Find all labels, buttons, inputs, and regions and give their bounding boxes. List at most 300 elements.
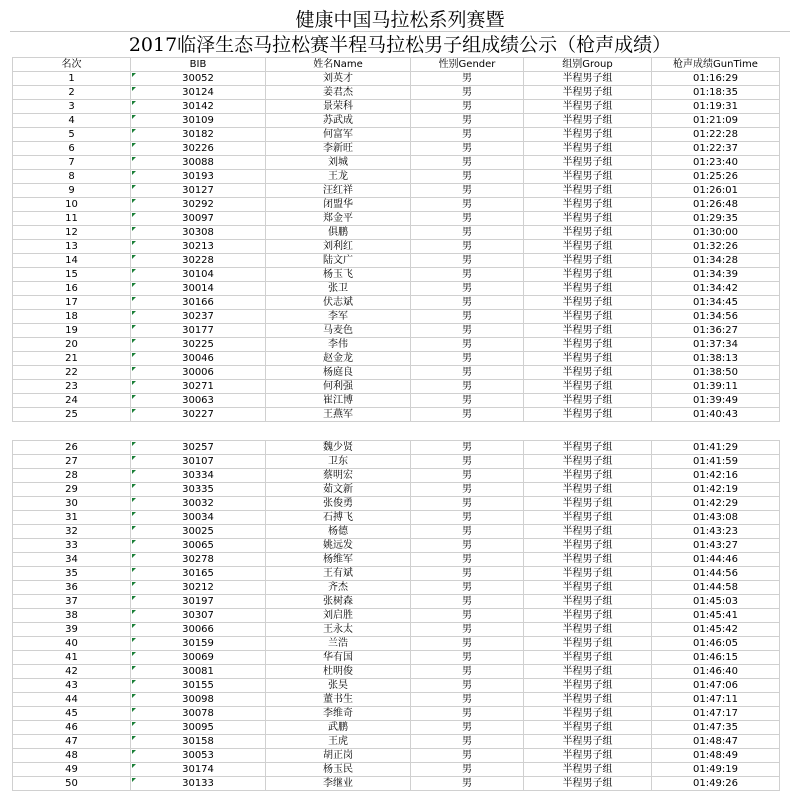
cell-rank: 27 — [13, 455, 131, 469]
cell-name: 刘启胜 — [266, 609, 411, 623]
cell-group: 半程男子组 — [524, 226, 652, 240]
table-row — [13, 240, 780, 254]
cell-bib: 30006 — [131, 366, 266, 380]
cell-name: 齐杰 — [266, 581, 411, 595]
cell-group: 半程男子组 — [524, 693, 652, 707]
cell-name: 张俊勇 — [266, 497, 411, 511]
cell-guntime: 01:30:00 — [652, 226, 780, 240]
cell-group: 半程男子组 — [524, 394, 652, 408]
cell-gender: 男 — [411, 310, 524, 324]
cell-name: 卫东 — [266, 455, 411, 469]
cell-bib: 30109 — [131, 114, 266, 128]
cell-gender: 男 — [411, 156, 524, 170]
cell-name: 汪红祥 — [266, 184, 411, 198]
table-row — [13, 72, 780, 86]
results-table-part-2 — [12, 440, 780, 791]
cell-guntime: 01:41:29 — [652, 441, 780, 455]
cell-name: 杨玉飞 — [266, 268, 411, 282]
cell-guntime: 01:46:40 — [652, 665, 780, 679]
cell-rank: 39 — [13, 623, 131, 637]
cell-guntime: 01:48:49 — [652, 749, 780, 763]
cell-group: 半程男子组 — [524, 352, 652, 366]
cell-bib: 30212 — [131, 581, 266, 595]
cell-bib: 30159 — [131, 637, 266, 651]
cell-guntime: 01:37:34 — [652, 338, 780, 352]
table-row — [13, 156, 780, 170]
cell-group: 半程男子组 — [524, 735, 652, 749]
cell-group: 半程男子组 — [524, 366, 652, 380]
header-group: 组别Group — [524, 58, 652, 72]
cell-name: 陆文广 — [266, 254, 411, 268]
cell-guntime: 01:22:28 — [652, 128, 780, 142]
table-row — [13, 581, 780, 595]
cell-gender: 男 — [411, 86, 524, 100]
cell-bib: 30088 — [131, 156, 266, 170]
cell-name: 马麦色 — [266, 324, 411, 338]
cell-gender: 男 — [411, 483, 524, 497]
cell-bib: 30193 — [131, 170, 266, 184]
cell-group: 半程男子组 — [524, 553, 652, 567]
cell-name: 崔江博 — [266, 394, 411, 408]
cell-gender: 男 — [411, 100, 524, 114]
cell-group: 半程男子组 — [524, 282, 652, 296]
cell-bib: 30098 — [131, 693, 266, 707]
table-row — [13, 539, 780, 553]
cell-gender: 男 — [411, 254, 524, 268]
cell-guntime: 01:16:29 — [652, 72, 780, 86]
table-row — [13, 254, 780, 268]
cell-group: 半程男子组 — [524, 469, 652, 483]
cell-bib: 30226 — [131, 142, 266, 156]
cell-group: 半程男子组 — [524, 380, 652, 394]
cell-gender: 男 — [411, 394, 524, 408]
cell-bib: 30197 — [131, 595, 266, 609]
cell-group: 半程男子组 — [524, 72, 652, 86]
cell-rank: 19 — [13, 324, 131, 338]
cell-group: 半程男子组 — [524, 240, 652, 254]
table-row — [13, 483, 780, 497]
cell-guntime: 01:42:19 — [652, 483, 780, 497]
cell-bib: 30182 — [131, 128, 266, 142]
cell-bib: 30078 — [131, 707, 266, 721]
cell-guntime: 01:44:58 — [652, 581, 780, 595]
header-bib: BIB — [131, 58, 266, 72]
cell-group: 半程男子组 — [524, 254, 652, 268]
table-row — [13, 100, 780, 114]
cell-guntime: 01:45:03 — [652, 595, 780, 609]
cell-rank: 41 — [13, 651, 131, 665]
cell-rank: 45 — [13, 707, 131, 721]
cell-group: 半程男子组 — [524, 198, 652, 212]
cell-bib: 30308 — [131, 226, 266, 240]
cell-name: 张树森 — [266, 595, 411, 609]
cell-rank: 29 — [13, 483, 131, 497]
cell-name: 胡正岗 — [266, 749, 411, 763]
cell-guntime: 01:46:15 — [652, 651, 780, 665]
table-row — [13, 525, 780, 539]
cell-group: 半程男子组 — [524, 100, 652, 114]
cell-guntime: 01:21:09 — [652, 114, 780, 128]
cell-name: 赵金龙 — [266, 352, 411, 366]
cell-group: 半程男子组 — [524, 455, 652, 469]
cell-name: 李伟 — [266, 338, 411, 352]
cell-bib: 30292 — [131, 198, 266, 212]
cell-name: 王永太 — [266, 623, 411, 637]
cell-guntime: 01:29:35 — [652, 212, 780, 226]
cell-bib: 30334 — [131, 469, 266, 483]
cell-group: 半程男子组 — [524, 525, 652, 539]
cell-guntime: 01:47:11 — [652, 693, 780, 707]
cell-bib: 30032 — [131, 497, 266, 511]
cell-guntime: 01:43:27 — [652, 539, 780, 553]
cell-name: 董书生 — [266, 693, 411, 707]
cell-name: 王燕军 — [266, 408, 411, 422]
cell-group: 半程男子组 — [524, 408, 652, 422]
table-row — [13, 128, 780, 142]
cell-bib: 30278 — [131, 553, 266, 567]
cell-rank: 2 — [13, 86, 131, 100]
cell-group: 半程男子组 — [524, 721, 652, 735]
cell-rank: 20 — [13, 338, 131, 352]
cell-rank: 47 — [13, 735, 131, 749]
cell-gender: 男 — [411, 595, 524, 609]
cell-bib: 30107 — [131, 455, 266, 469]
cell-gender: 男 — [411, 665, 524, 679]
cell-guntime: 01:34:39 — [652, 268, 780, 282]
cell-gender: 男 — [411, 72, 524, 86]
cell-name: 石搏飞 — [266, 511, 411, 525]
cell-rank: 24 — [13, 394, 131, 408]
table-row — [13, 86, 780, 100]
cell-bib: 30133 — [131, 777, 266, 791]
table-row — [13, 693, 780, 707]
cell-name: 蔡明宏 — [266, 469, 411, 483]
table-row — [13, 170, 780, 184]
table-row — [13, 707, 780, 721]
cell-rank: 22 — [13, 366, 131, 380]
table-row — [13, 735, 780, 749]
cell-gender: 男 — [411, 268, 524, 282]
cell-name: 杜明俊 — [266, 665, 411, 679]
cell-bib: 30165 — [131, 567, 266, 581]
cell-rank: 36 — [13, 581, 131, 595]
cell-rank: 18 — [13, 310, 131, 324]
cell-rank: 37 — [13, 595, 131, 609]
cell-guntime: 01:48:47 — [652, 735, 780, 749]
table-row — [13, 142, 780, 156]
cell-gender: 男 — [411, 352, 524, 366]
cell-bib: 30127 — [131, 184, 266, 198]
cell-gender: 男 — [411, 184, 524, 198]
cell-guntime: 01:26:48 — [652, 198, 780, 212]
table-row — [13, 721, 780, 735]
cell-group: 半程男子组 — [524, 665, 652, 679]
cell-gender: 男 — [411, 651, 524, 665]
cell-bib: 30097 — [131, 212, 266, 226]
cell-group: 半程男子组 — [524, 763, 652, 777]
cell-rank: 26 — [13, 441, 131, 455]
cell-name: 苏武成 — [266, 114, 411, 128]
cell-bib: 30063 — [131, 394, 266, 408]
cell-guntime: 01:40:43 — [652, 408, 780, 422]
cell-gender: 男 — [411, 380, 524, 394]
table-row — [13, 441, 780, 455]
header-gender: 性别Gender — [411, 58, 524, 72]
cell-rank: 15 — [13, 268, 131, 282]
cell-guntime: 01:34:42 — [652, 282, 780, 296]
cell-gender: 男 — [411, 721, 524, 735]
cell-gender: 男 — [411, 679, 524, 693]
cell-gender: 男 — [411, 567, 524, 581]
cell-guntime: 01:36:27 — [652, 324, 780, 338]
cell-name: 杨德 — [266, 525, 411, 539]
cell-bib: 30065 — [131, 539, 266, 553]
table-row — [13, 282, 780, 296]
cell-guntime: 01:43:08 — [652, 511, 780, 525]
cell-bib: 30046 — [131, 352, 266, 366]
cell-name: 何利强 — [266, 380, 411, 394]
cell-name: 李新旺 — [266, 142, 411, 156]
cell-guntime: 01:47:17 — [652, 707, 780, 721]
cell-rank: 40 — [13, 637, 131, 651]
cell-bib: 30053 — [131, 749, 266, 763]
cell-group: 半程男子组 — [524, 338, 652, 352]
table-row — [13, 198, 780, 212]
cell-rank: 21 — [13, 352, 131, 366]
cell-group: 半程男子组 — [524, 777, 652, 791]
cell-rank: 6 — [13, 142, 131, 156]
cell-name: 杨玉民 — [266, 763, 411, 777]
cell-rank: 28 — [13, 469, 131, 483]
cell-guntime: 01:44:46 — [652, 553, 780, 567]
cell-rank: 23 — [13, 380, 131, 394]
cell-gender: 男 — [411, 469, 524, 483]
cell-group: 半程男子组 — [524, 483, 652, 497]
cell-name: 姜君杰 — [266, 86, 411, 100]
cell-bib: 30014 — [131, 282, 266, 296]
cell-gender: 男 — [411, 282, 524, 296]
cell-bib: 30213 — [131, 240, 266, 254]
title-line-2: 2017临泽生态马拉松赛半程马拉松男子组成绩公示（枪声成绩） — [128, 34, 672, 56]
cell-name: 王龙 — [266, 170, 411, 184]
cell-name: 王有斌 — [266, 567, 411, 581]
cell-guntime: 01:18:35 — [652, 86, 780, 100]
cell-gender: 男 — [411, 170, 524, 184]
table-row — [13, 609, 780, 623]
cell-name: 张昊 — [266, 679, 411, 693]
cell-group: 半程男子组 — [524, 268, 652, 282]
table-row — [13, 595, 780, 609]
cell-group: 半程男子组 — [524, 637, 652, 651]
cell-guntime: 01:42:29 — [652, 497, 780, 511]
table-row — [13, 763, 780, 777]
cell-guntime: 01:46:05 — [652, 637, 780, 651]
cell-bib: 30271 — [131, 380, 266, 394]
header-rank: 名次 — [13, 58, 131, 72]
cell-rank: 31 — [13, 511, 131, 525]
table-row — [13, 408, 780, 422]
cell-group: 半程男子组 — [524, 707, 652, 721]
cell-rank: 35 — [13, 567, 131, 581]
cell-name: 杨庭良 — [266, 366, 411, 380]
cell-bib: 30225 — [131, 338, 266, 352]
cell-guntime: 01:32:26 — [652, 240, 780, 254]
cell-gender: 男 — [411, 581, 524, 595]
cell-guntime: 01:41:59 — [652, 455, 780, 469]
cell-guntime: 01:45:42 — [652, 623, 780, 637]
cell-group: 半程男子组 — [524, 170, 652, 184]
table-row — [13, 296, 780, 310]
table-row — [13, 679, 780, 693]
cell-name: 刘利红 — [266, 240, 411, 254]
cell-gender: 男 — [411, 707, 524, 721]
table-row — [13, 338, 780, 352]
table-row — [13, 637, 780, 651]
cell-rank: 9 — [13, 184, 131, 198]
cell-bib: 30025 — [131, 525, 266, 539]
cell-bib: 30069 — [131, 651, 266, 665]
cell-gender: 男 — [411, 749, 524, 763]
cell-guntime: 01:34:28 — [652, 254, 780, 268]
cell-bib: 30177 — [131, 324, 266, 338]
cell-name: 李继业 — [266, 777, 411, 791]
cell-gender: 男 — [411, 212, 524, 226]
cell-gender: 男 — [411, 240, 524, 254]
cell-bib: 30237 — [131, 310, 266, 324]
cell-group: 半程男子组 — [524, 749, 652, 763]
cell-group: 半程男子组 — [524, 310, 652, 324]
cell-guntime: 01:38:50 — [652, 366, 780, 380]
cell-rank: 34 — [13, 553, 131, 567]
cell-gender: 男 — [411, 128, 524, 142]
cell-gender: 男 — [411, 637, 524, 651]
cell-group: 半程男子组 — [524, 441, 652, 455]
cell-bib: 30227 — [131, 408, 266, 422]
header-guntime: 枪声成绩GunTime — [652, 58, 780, 72]
cell-group: 半程男子组 — [524, 142, 652, 156]
cell-group: 半程男子组 — [524, 212, 652, 226]
cell-name: 闭盟华 — [266, 198, 411, 212]
cell-bib: 30124 — [131, 86, 266, 100]
cell-gender: 男 — [411, 735, 524, 749]
cell-gender: 男 — [411, 763, 524, 777]
cell-guntime: 01:39:49 — [652, 394, 780, 408]
cell-group: 半程男子组 — [524, 623, 652, 637]
cell-group: 半程男子组 — [524, 539, 652, 553]
cell-guntime: 01:43:23 — [652, 525, 780, 539]
table-row — [13, 777, 780, 791]
table-row — [13, 366, 780, 380]
cell-name: 李军 — [266, 310, 411, 324]
cell-gender: 男 — [411, 198, 524, 212]
cell-guntime: 01:49:26 — [652, 777, 780, 791]
cell-group: 半程男子组 — [524, 609, 652, 623]
cell-group: 半程男子组 — [524, 296, 652, 310]
cell-rank: 11 — [13, 212, 131, 226]
results-table-part-1 — [12, 57, 780, 422]
cell-guntime: 01:47:06 — [652, 679, 780, 693]
cell-gender: 男 — [411, 142, 524, 156]
cell-group: 半程男子组 — [524, 86, 652, 100]
cell-name: 李维奇 — [266, 707, 411, 721]
cell-rank: 7 — [13, 156, 131, 170]
cell-group: 半程男子组 — [524, 114, 652, 128]
table-row — [13, 553, 780, 567]
cell-rank: 43 — [13, 679, 131, 693]
cell-bib: 30307 — [131, 609, 266, 623]
table-row — [13, 455, 780, 469]
cell-rank: 16 — [13, 282, 131, 296]
cell-bib: 30081 — [131, 665, 266, 679]
cell-name: 兰浩 — [266, 637, 411, 651]
table-row — [13, 212, 780, 226]
cell-rank: 5 — [13, 128, 131, 142]
cell-rank: 49 — [13, 763, 131, 777]
table-row — [13, 511, 780, 525]
cell-rank: 1 — [13, 72, 131, 86]
cell-bib: 30228 — [131, 254, 266, 268]
cell-rank: 12 — [13, 226, 131, 240]
cell-guntime: 01:49:19 — [652, 763, 780, 777]
cell-rank: 3 — [13, 100, 131, 114]
cell-gender: 男 — [411, 408, 524, 422]
cell-bib: 30095 — [131, 721, 266, 735]
cell-guntime: 01:34:45 — [652, 296, 780, 310]
cell-gender: 男 — [411, 497, 524, 511]
cell-group: 半程男子组 — [524, 651, 652, 665]
cell-group: 半程男子组 — [524, 324, 652, 338]
cell-name: 俱鹏 — [266, 226, 411, 240]
cell-name: 魏少贤 — [266, 441, 411, 455]
table-row — [13, 749, 780, 763]
table-row — [13, 268, 780, 282]
cell-name: 何富军 — [266, 128, 411, 142]
cell-guntime: 01:34:56 — [652, 310, 780, 324]
header-row — [13, 58, 780, 72]
cell-bib: 30142 — [131, 100, 266, 114]
cell-bib: 30052 — [131, 72, 266, 86]
cell-rank: 14 — [13, 254, 131, 268]
cell-guntime: 01:19:31 — [652, 100, 780, 114]
cell-gender: 男 — [411, 455, 524, 469]
title-line-1: 健康中国马拉松系列赛暨 — [295, 9, 505, 31]
cell-guntime: 01:45:41 — [652, 609, 780, 623]
table-row — [13, 469, 780, 483]
cell-rank: 44 — [13, 693, 131, 707]
cell-gender: 男 — [411, 366, 524, 380]
cell-bib: 30257 — [131, 441, 266, 455]
cell-rank: 8 — [13, 170, 131, 184]
cell-group: 半程男子组 — [524, 567, 652, 581]
cell-bib: 30155 — [131, 679, 266, 693]
cell-gender: 男 — [411, 114, 524, 128]
cell-rank: 13 — [13, 240, 131, 254]
cell-gender: 男 — [411, 511, 524, 525]
cell-rank: 48 — [13, 749, 131, 763]
cell-gender: 男 — [411, 539, 524, 553]
cell-name: 王虎 — [266, 735, 411, 749]
table-row — [13, 665, 780, 679]
table-row — [13, 394, 780, 408]
cell-rank: 10 — [13, 198, 131, 212]
table-row — [13, 497, 780, 511]
table-row — [13, 114, 780, 128]
cell-gender: 男 — [411, 553, 524, 567]
cell-group: 半程男子组 — [524, 184, 652, 198]
cell-guntime: 01:26:01 — [652, 184, 780, 198]
cell-name: 华有国 — [266, 651, 411, 665]
cell-guntime: 01:44:56 — [652, 567, 780, 581]
